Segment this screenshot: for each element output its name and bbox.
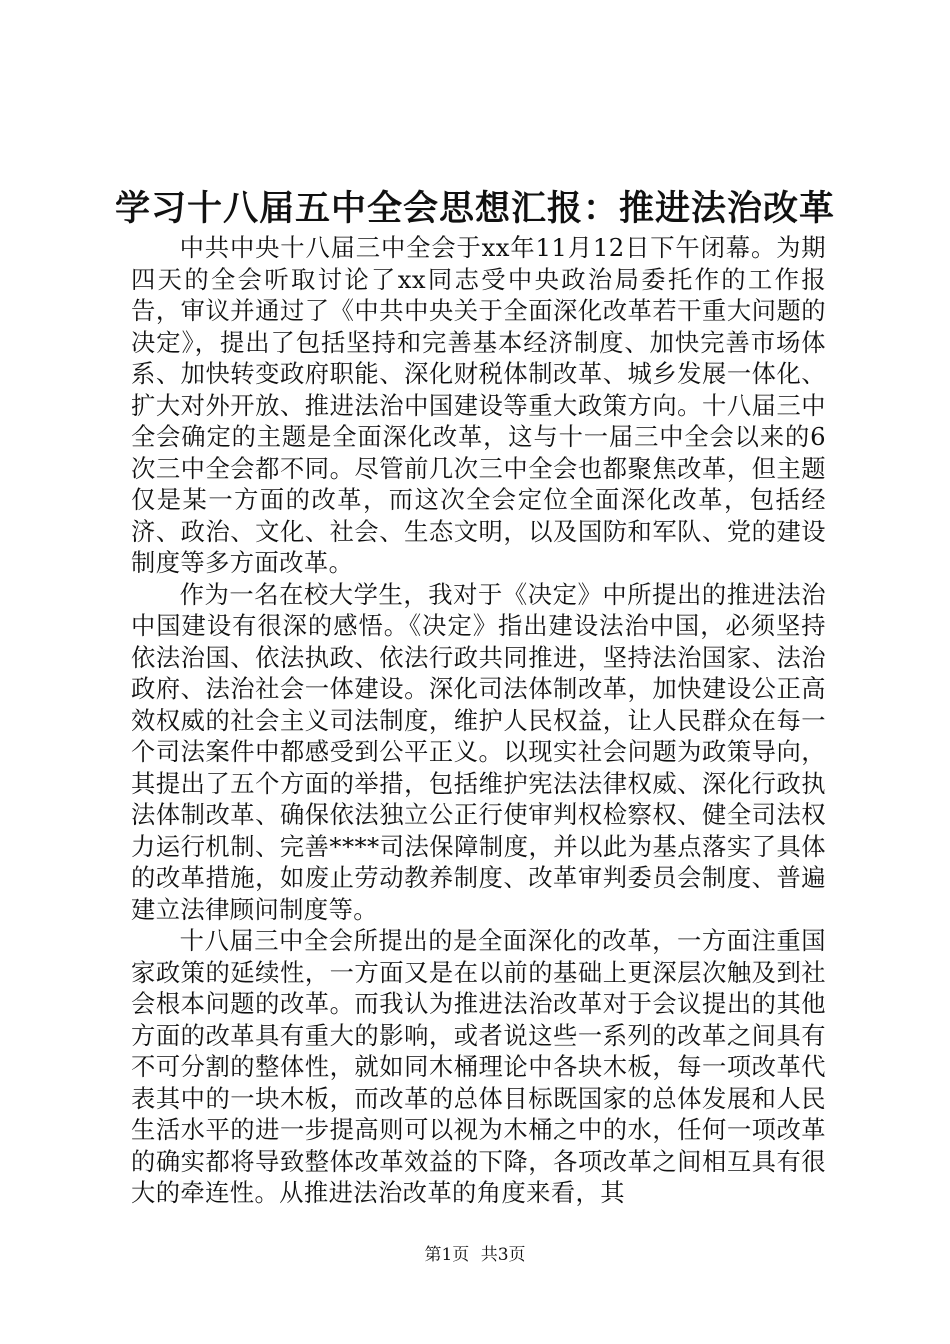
paragraph-3: 十八届三中全会所提出的是全面深化的改革，一方面注重国家政策的延续性，一方面又是在以前的基础上更深层次触及到社会根本问题的改革。而我认为推进法治改革对于会议提出的其他方面的改革具有重大的影响，或者说这些一系列的改革之间具有不可分割的整体性，就如同木桶理论中各块木板，每一项改革代表其中的一块木板，而改革的总体目标既国家的总体发展和人民生活水平的进一步提高则可以视为木桶之中的水，任何一项改革的确实都将导致整体改革效益的下降，各项改革之间相互具有很大的牵连性。从推进法治改革的角度来看，其: [131, 926, 826, 1207]
document-title: 学习十八届五中全会思想汇报：推进法治改革: [114, 189, 835, 229]
page-footer: [0, 1244, 950, 1266]
document-body: [131, 232, 826, 1209]
page-number-total: 共3页: [480, 1245, 526, 1265]
paragraph-1: 中共中央十八届三中全会于xx年11月12日下午闭幕。为期四天的全会听取讨论了xx同志受中央政治局委托作的工作报告，审议并通过了《中共中央关于全面深化改革若干重大问题的决定》，提出了包括坚持和完善基本经济制度、加快完善市场体系、加快转变政府职能、深化财税体制改革、城乡发展一体化、扩大对外开放、推进法治中国建设等重大政策方向。十八届三中全会确定的主题是全面深化改革，这与十一届三中全会以来的6次三中全会都不同。尽管前几次三中全会也都聚焦改革，但主题仅是某一方面的改革，而这次全会定位全面深化改革，包括经济、政治、文化、社会、生态文明，以及国防和军队、党的建设制度等多方面改革。: [131, 233, 826, 577]
paragraph-2: 作为一名在校大学生，我对于《决定》中所提出的推进法治中国建设有很深的感悟。《决定》指出建设法治中国，必须坚持依法治国、依法执政、依法行政共同推进，坚持法治国家、法治政府、法治社会一体建设。深化司法体制改革，加快建设公正高效权威的社会主义司法制度，维护人民权益，让人民群众在每一个司法案件中都感受到公平正义。以现实社会问题为政策导向，其提出了五个方面的举措，包括维护宪法法律权威、深化行政执法体制改革、确保依法独立公正行使审判权检察权、健全司法权力运行机制、完善****司法保障制度，并以此为基点落实了具体的改革措施，如废止劳动教养制度、改革审判委员会制度、普遍建立法律顾问制度等。: [131, 579, 826, 924]
page-number-current: 第1页: [424, 1245, 470, 1265]
